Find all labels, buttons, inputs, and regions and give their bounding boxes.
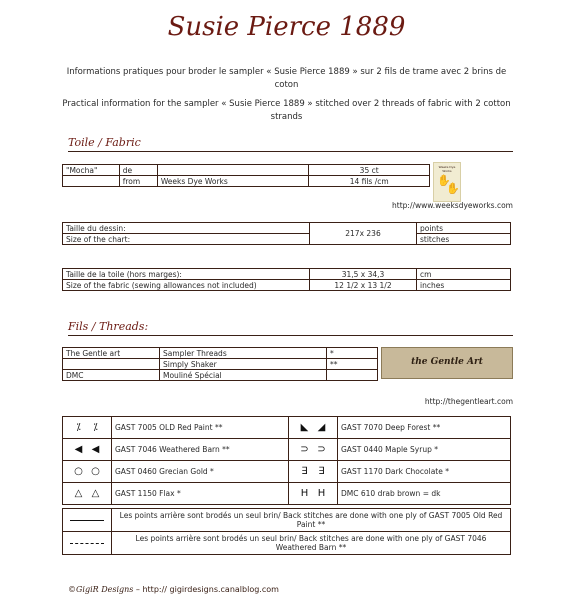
chart-size-unit-fr: points <box>417 223 511 234</box>
slash-percent-icon: ⁒ <box>93 421 98 433</box>
symbol-cell <box>289 439 338 461</box>
fabric-name: "Mocha" <box>63 165 120 176</box>
thread-label: DMC 610 drab brown = dk <box>338 483 511 505</box>
fabric-brand: Weeks Dye Works <box>157 176 309 187</box>
weeks-logo-text: Weeks Dye Works <box>438 165 456 173</box>
fabric-divider <box>68 151 513 152</box>
fabric-size-unit-cm: cm <box>417 269 511 280</box>
chart-size-table <box>62 222 511 245</box>
triangle-up-icon: △ <box>91 487 100 499</box>
triangle-left-icon: ◀ <box>91 443 100 455</box>
fabric-size-label-en: Size of the fabric (sewing allowances not included) <box>63 280 310 291</box>
symbol-cell <box>289 483 338 505</box>
line-mouline: Mouliné Spécial <box>160 370 327 381</box>
symbol-cell <box>63 461 112 483</box>
chart-size-label-en: Size of the chart: <box>63 234 310 245</box>
slash-percent-icon: ⁒ <box>76 421 81 433</box>
fabric-size-in: 12 1/2 x 13 1/2 <box>310 280 417 291</box>
brand-gentle-art: The Gentle art <box>63 348 160 359</box>
solid-line-icon <box>70 520 104 521</box>
dashed-line-icon-cell <box>63 532 112 555</box>
symbol-cell <box>289 461 338 483</box>
arrow-down-right-icon: ◢ <box>317 421 326 433</box>
thread-label: GAST 7005 OLD Red Paint ** <box>112 417 289 439</box>
arrow-down-left-icon: ◣ <box>300 421 309 433</box>
fabric-size-table <box>62 268 511 291</box>
threads-brand-table <box>62 347 378 381</box>
threads-heading: Fils / Threads: <box>68 320 149 333</box>
fabric-from: from <box>119 176 157 187</box>
fabric-size-label-fr: Taille de la toile (hors marges): <box>63 269 310 280</box>
backstitch-note: Les points arrière sont brodés un seul brin/ Back stitches are done with one ply of GAST 7046 Weathered Barn ** <box>112 532 511 555</box>
symbol-cell <box>63 483 112 505</box>
fabric-cell-empty <box>157 165 309 176</box>
chart-size-label-fr: Taille du dessin: <box>63 223 310 234</box>
hand-print-icon: ✋ <box>446 182 460 195</box>
mark-sampler: * <box>327 348 378 359</box>
three-bars-icon: ∃ <box>318 465 325 477</box>
intro-french: Informations pratiques pour broder le sampler « Susie Pierce 1889 » sur 2 fils de trame avec 2 brins de coton <box>66 67 507 90</box>
fabric-size-unit-in: inches <box>417 280 511 291</box>
chart-size-value: 217x 236 <box>310 223 417 245</box>
symbol-cell <box>289 417 338 439</box>
brand-dmc: DMC <box>63 370 160 381</box>
symbol-cell <box>63 439 112 461</box>
intro-english: Practical information for the sampler « Susie Pierce 1889 » stitched over 2 threads of fabric with 2 cotton strands <box>62 99 511 122</box>
footer <box>68 585 279 594</box>
dashed-line-icon <box>70 543 104 544</box>
fabric-de: de <box>119 165 157 176</box>
backstitch-table <box>62 508 511 555</box>
bracket-icon: ⊃ <box>300 443 309 455</box>
threads-divider <box>68 335 513 336</box>
line-sampler-threads: Sampler Threads <box>160 348 327 359</box>
fabric-size-cm: 31,5 x 34,3 <box>310 269 417 280</box>
mark-shaker: ** <box>327 359 378 370</box>
fabric-table <box>62 164 430 187</box>
symbol-cell <box>63 417 112 439</box>
fabric-count-cm: 14 fils /cm <box>309 176 430 187</box>
thread-label: GAST 1170 Dark Chocolate * <box>338 461 511 483</box>
line-simply-shaker: Simply Shaker <box>160 359 327 370</box>
backstitch-note: Les points arrière sont brodés un seul brin/ Back stitches are done with one ply of GAST 7005 Old Red Paint ** <box>112 509 511 532</box>
h-letter-icon: H <box>317 487 326 499</box>
page-title: Susie Pierce 1889 <box>167 12 406 42</box>
h-letter-icon: H <box>300 487 309 499</box>
weeks-url[interactable]: http://www.weeksdyeworks.com <box>392 201 513 210</box>
thread-label: GAST 7070 Deep Forest ** <box>338 417 511 439</box>
fabric-cell-empty <box>63 176 120 187</box>
mark-empty <box>327 370 378 381</box>
chart-size-unit-en: stitches <box>417 234 511 245</box>
bracket-icon: ⊃ <box>317 443 326 455</box>
triangle-left-icon: ◀ <box>74 443 83 455</box>
weeks-dye-works-logo <box>433 162 461 202</box>
hand-print-icon: ✋ <box>437 174 451 187</box>
fabric-heading: Toile / Fabric <box>68 136 141 149</box>
fabric-count-ct: 35 ct <box>309 165 430 176</box>
footer-signature: ©GigiR Designs <box>68 585 134 594</box>
thread-label: GAST 7046 Weathered Barn ** <box>112 439 289 461</box>
solid-line-icon-cell <box>63 509 112 532</box>
three-bars-icon: ∃ <box>301 465 308 477</box>
footer-url[interactable]: – http:// gigirdesigns.canalblog.com <box>133 585 279 594</box>
gentle-art-url[interactable]: http://thegentleart.com <box>424 397 513 406</box>
circle-icon: ○ <box>74 465 83 477</box>
thread-key-table <box>62 416 511 505</box>
brand-cell-empty <box>63 359 160 370</box>
thread-label: GAST 0440 Maple Syrup * <box>338 439 511 461</box>
gentle-art-logo-text: the Gentle Art <box>411 357 483 367</box>
thread-label: GAST 1150 Flax * <box>112 483 289 505</box>
gentle-art-logo <box>381 347 513 379</box>
triangle-up-icon: △ <box>74 487 83 499</box>
thread-label: GAST 0460 Grecian Gold * <box>112 461 289 483</box>
circle-icon: ○ <box>91 465 100 477</box>
